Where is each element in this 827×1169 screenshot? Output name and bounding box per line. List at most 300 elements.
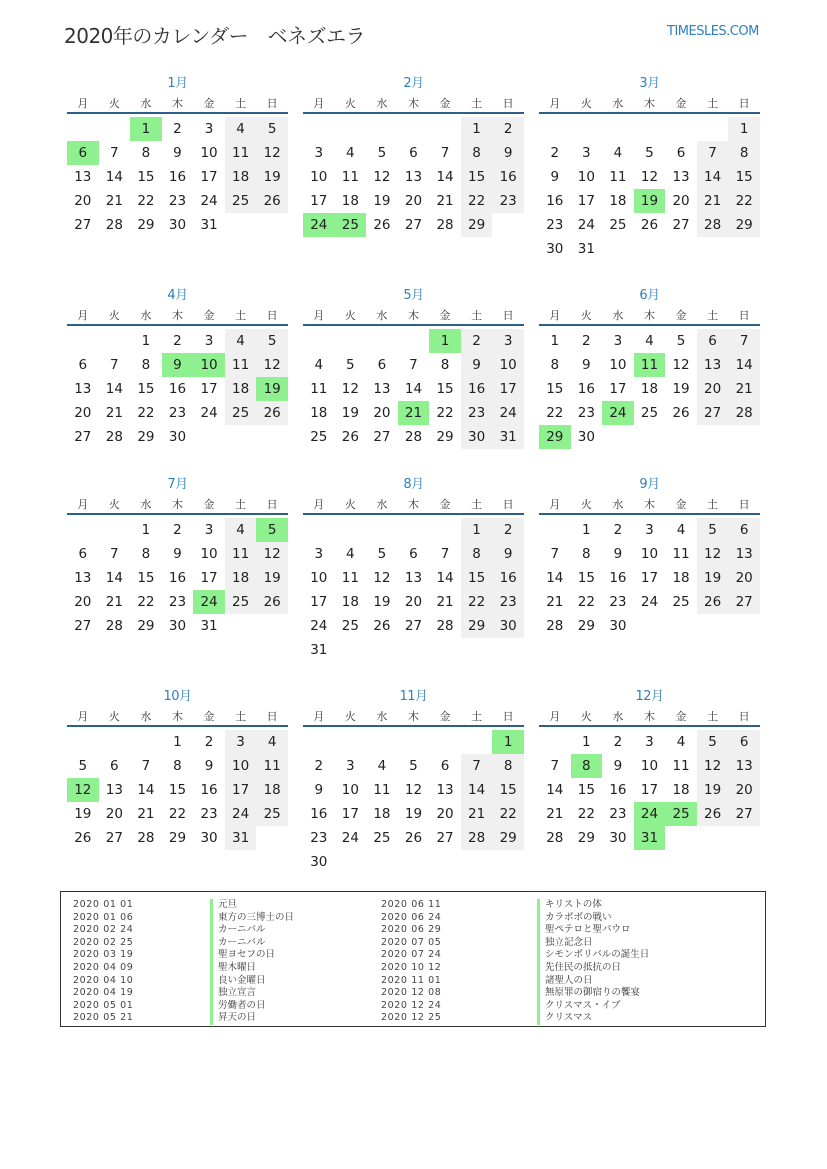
day-cell[interactable]: 20 [728, 566, 760, 590]
day-cell[interactable]: 5 [697, 518, 729, 542]
day-cell[interactable]: 12 [697, 754, 729, 778]
day-cell[interactable]: 13 [74, 381, 92, 397]
day-cell[interactable]: 28 [105, 217, 123, 233]
day-cell[interactable]: 10 [200, 145, 218, 161]
day-cell[interactable]: 4 [645, 333, 654, 349]
day-cell[interactable]: 10 [310, 169, 328, 185]
day-cell[interactable]: 5 [676, 333, 686, 349]
holiday-day-cell[interactable]: 19 [634, 189, 666, 213]
day-cell[interactable]: 13 [74, 570, 92, 586]
day-cell[interactable]: 29 [137, 217, 155, 233]
day-cell[interactable]: 28 [105, 429, 123, 445]
day-cell[interactable]: 13 [404, 570, 423, 586]
day-cell[interactable]: 17 [200, 570, 218, 586]
day-cell[interactable]: 14 [105, 381, 123, 397]
day-cell[interactable]: 14 [436, 570, 454, 586]
day-cell[interactable]: 4 [256, 730, 288, 754]
day-cell[interactable]: 11 [373, 782, 391, 798]
day-cell[interactable]: 23 [200, 806, 218, 822]
day-cell[interactable]: 3 [645, 734, 654, 750]
day-cell[interactable]: 10 [640, 758, 659, 774]
day-cell[interactable]: 6 [728, 518, 760, 542]
day-cell[interactable]: 25 [373, 830, 391, 846]
day-cell[interactable]: 1 [461, 518, 493, 542]
day-cell[interactable]: 9 [173, 145, 182, 161]
day-cell[interactable]: 13 [672, 169, 690, 185]
day-cell[interactable]: 6 [676, 145, 686, 161]
day-cell[interactable]: 1 [582, 522, 591, 538]
day-cell[interactable]: 8 [440, 357, 450, 373]
day-cell[interactable]: 30 [200, 830, 218, 846]
holiday-day-cell[interactable]: 21 [398, 401, 430, 425]
day-cell[interactable]: 23 [168, 193, 187, 209]
day-cell[interactable]: 18 [373, 806, 391, 822]
day-cell[interactable]: 8 [550, 357, 560, 373]
day-cell[interactable]: 30 [461, 425, 493, 449]
day-cell[interactable]: 7 [440, 546, 450, 562]
day-cell[interactable]: 1 [173, 734, 182, 750]
day-cell[interactable]: 28 [404, 429, 423, 445]
day-cell[interactable]: 4 [346, 145, 355, 161]
day-cell[interactable]: 4 [676, 522, 686, 538]
day-cell[interactable]: 2 [492, 117, 524, 141]
day-cell[interactable]: 23 [546, 217, 564, 233]
day-cell[interactable]: 3 [613, 333, 623, 349]
day-cell[interactable]: 22 [461, 590, 493, 614]
day-cell[interactable]: 22 [137, 405, 155, 421]
day-cell[interactable]: 10 [640, 546, 659, 562]
day-cell[interactable]: 25 [310, 429, 328, 445]
day-cell[interactable]: 9 [582, 357, 591, 373]
day-cell[interactable]: 21 [546, 806, 564, 822]
day-cell[interactable]: 27 [404, 618, 423, 634]
day-cell[interactable]: 29 [728, 213, 760, 237]
day-cell[interactable]: 21 [728, 377, 760, 401]
day-cell[interactable]: 13 [74, 169, 92, 185]
day-cell[interactable]: 23 [492, 590, 524, 614]
day-cell[interactable]: 14 [546, 570, 564, 586]
day-cell[interactable]: 23 [609, 806, 627, 822]
day-cell[interactable]: 4 [346, 546, 355, 562]
day-cell[interactable]: 5 [377, 145, 387, 161]
day-cell[interactable]: 18 [341, 193, 359, 209]
day-cell[interactable]: 11 [256, 754, 288, 778]
day-cell[interactable]: 5 [697, 730, 729, 754]
day-cell[interactable]: 7 [697, 141, 729, 165]
holiday-day-cell[interactable]: 1 [429, 329, 461, 353]
day-cell[interactable]: 13 [436, 782, 454, 798]
day-cell[interactable]: 30 [577, 429, 595, 445]
day-cell[interactable]: 1 [461, 117, 493, 141]
day-cell[interactable]: 13 [105, 782, 123, 798]
day-cell[interactable]: 28 [436, 217, 454, 233]
day-cell[interactable]: 23 [609, 594, 627, 610]
day-cell[interactable]: 29 [137, 429, 155, 445]
day-cell[interactable]: 30 [310, 854, 328, 870]
day-cell[interactable]: 2 [492, 518, 524, 542]
day-cell[interactable]: 20 [672, 193, 690, 209]
holiday-day-cell[interactable]: 8 [571, 754, 603, 778]
day-cell[interactable]: 13 [404, 169, 423, 185]
day-cell[interactable]: 19 [697, 778, 729, 802]
day-cell[interactable]: 16 [168, 570, 187, 586]
day-cell[interactable]: 11 [672, 546, 690, 562]
day-cell[interactable]: 27 [672, 217, 690, 233]
day-cell[interactable]: 23 [168, 594, 187, 610]
day-cell[interactable]: 15 [577, 782, 595, 798]
day-cell[interactable]: 16 [492, 165, 524, 189]
day-cell[interactable]: 9 [461, 353, 493, 377]
day-cell[interactable]: 5 [377, 546, 387, 562]
day-cell[interactable]: 29 [492, 826, 524, 850]
day-cell[interactable]: 25 [609, 217, 627, 233]
day-cell[interactable]: 3 [645, 522, 654, 538]
day-cell[interactable]: 27 [697, 401, 729, 425]
holiday-day-cell[interactable]: 24 [602, 401, 634, 425]
holiday-day-cell[interactable]: 24 [634, 802, 666, 826]
day-cell[interactable]: 24 [577, 217, 595, 233]
day-cell[interactable]: 4 [225, 117, 257, 141]
day-cell[interactable]: 6 [78, 357, 88, 373]
day-cell[interactable]: 26 [672, 405, 690, 421]
day-cell[interactable]: 6 [377, 357, 387, 373]
day-cell[interactable]: 28 [697, 213, 729, 237]
day-cell[interactable]: 29 [577, 830, 595, 846]
day-cell[interactable]: 22 [461, 189, 493, 213]
day-cell[interactable]: 9 [492, 542, 524, 566]
day-cell[interactable]: 5 [256, 329, 288, 353]
day-cell[interactable]: 1 [728, 117, 760, 141]
day-cell[interactable]: 14 [728, 353, 760, 377]
day-cell[interactable]: 18 [672, 782, 690, 798]
day-cell[interactable]: 1 [141, 522, 151, 538]
day-cell[interactable]: 5 [78, 758, 88, 774]
day-cell[interactable]: 27 [105, 830, 123, 846]
day-cell[interactable]: 4 [377, 758, 387, 774]
holiday-day-cell[interactable]: 19 [256, 377, 288, 401]
day-cell[interactable]: 19 [341, 405, 359, 421]
day-cell[interactable]: 12 [341, 381, 359, 397]
day-cell[interactable]: 28 [546, 830, 564, 846]
day-cell[interactable]: 16 [310, 806, 328, 822]
day-cell[interactable]: 26 [256, 189, 288, 213]
day-cell[interactable]: 31 [200, 618, 218, 634]
day-cell[interactable]: 27 [74, 217, 92, 233]
day-cell[interactable]: 10 [492, 353, 524, 377]
day-cell[interactable]: 5 [346, 357, 355, 373]
day-cell[interactable]: 6 [409, 546, 418, 562]
holiday-day-cell[interactable]: 25 [665, 802, 697, 826]
day-cell[interactable]: 18 [341, 594, 359, 610]
day-cell[interactable]: 28 [461, 826, 493, 850]
holiday-day-cell[interactable]: 6 [67, 141, 99, 165]
day-cell[interactable]: 20 [105, 806, 123, 822]
day-cell[interactable]: 8 [141, 145, 151, 161]
holiday-day-cell[interactable]: 31 [634, 826, 666, 850]
holiday-day-cell[interactable]: 25 [335, 213, 367, 237]
day-cell[interactable]: 7 [728, 329, 760, 353]
day-cell[interactable]: 12 [373, 570, 391, 586]
day-cell[interactable]: 23 [492, 189, 524, 213]
day-cell[interactable]: 21 [105, 405, 123, 421]
day-cell[interactable]: 25 [672, 594, 690, 610]
day-cell[interactable]: 18 [225, 566, 257, 590]
day-cell[interactable]: 17 [310, 594, 328, 610]
day-cell[interactable]: 25 [341, 618, 359, 634]
day-cell[interactable]: 30 [168, 217, 187, 233]
day-cell[interactable]: 22 [168, 806, 187, 822]
day-cell[interactable]: 6 [440, 758, 450, 774]
day-cell[interactable]: 11 [225, 141, 257, 165]
day-cell[interactable]: 23 [461, 401, 493, 425]
day-cell[interactable]: 11 [672, 758, 690, 774]
day-cell[interactable]: 6 [697, 329, 729, 353]
day-cell[interactable]: 9 [314, 782, 324, 798]
day-cell[interactable]: 31 [310, 642, 328, 658]
day-cell[interactable]: 10 [577, 169, 595, 185]
day-cell[interactable]: 15 [436, 381, 454, 397]
day-cell[interactable]: 27 [74, 429, 92, 445]
day-cell[interactable]: 9 [613, 758, 623, 774]
day-cell[interactable]: 3 [346, 758, 355, 774]
day-cell[interactable]: 7 [110, 145, 119, 161]
day-cell[interactable]: 2 [204, 734, 214, 750]
day-cell[interactable]: 24 [200, 405, 218, 421]
holiday-day-cell[interactable]: 11 [634, 353, 666, 377]
day-cell[interactable]: 18 [225, 165, 257, 189]
site-link[interactable]: TIMESLES.COM [667, 24, 759, 39]
day-cell[interactable]: 2 [173, 333, 182, 349]
day-cell[interactable]: 19 [373, 193, 391, 209]
holiday-day-cell[interactable]: 29 [539, 425, 571, 449]
day-cell[interactable]: 7 [440, 145, 450, 161]
day-cell[interactable]: 15 [461, 566, 493, 590]
day-cell[interactable]: 7 [550, 758, 560, 774]
day-cell[interactable]: 13 [373, 381, 391, 397]
day-cell[interactable]: 8 [173, 758, 182, 774]
day-cell[interactable]: 22 [546, 405, 564, 421]
day-cell[interactable]: 3 [204, 522, 214, 538]
day-cell[interactable]: 30 [168, 429, 187, 445]
day-cell[interactable]: 12 [404, 782, 423, 798]
day-cell[interactable]: 14 [404, 381, 423, 397]
day-cell[interactable]: 5 [256, 117, 288, 141]
day-cell[interactable]: 23 [168, 405, 187, 421]
day-cell[interactable]: 21 [105, 594, 123, 610]
day-cell[interactable]: 25 [225, 590, 257, 614]
day-cell[interactable]: 21 [546, 594, 564, 610]
day-cell[interactable]: 18 [256, 778, 288, 802]
day-cell[interactable]: 26 [640, 217, 659, 233]
day-cell[interactable]: 12 [672, 357, 690, 373]
day-cell[interactable]: 29 [168, 830, 187, 846]
day-cell[interactable]: 26 [373, 217, 391, 233]
day-cell[interactable]: 27 [373, 429, 391, 445]
day-cell[interactable]: 17 [640, 782, 659, 798]
day-cell[interactable]: 14 [436, 169, 454, 185]
day-cell[interactable]: 7 [141, 758, 151, 774]
day-cell[interactable]: 12 [373, 169, 391, 185]
day-cell[interactable]: 16 [168, 169, 187, 185]
day-cell[interactable]: 28 [105, 618, 123, 634]
day-cell[interactable]: 27 [728, 590, 760, 614]
day-cell[interactable]: 20 [404, 594, 423, 610]
day-cell[interactable]: 31 [577, 241, 595, 257]
day-cell[interactable]: 14 [461, 778, 493, 802]
day-cell[interactable]: 16 [168, 381, 187, 397]
day-cell[interactable]: 25 [640, 405, 659, 421]
day-cell[interactable]: 27 [74, 618, 92, 634]
day-cell[interactable]: 4 [676, 734, 686, 750]
day-cell[interactable]: 11 [609, 169, 627, 185]
day-cell[interactable]: 22 [137, 594, 155, 610]
day-cell[interactable]: 11 [341, 570, 359, 586]
day-cell[interactable]: 18 [672, 570, 690, 586]
holiday-day-cell[interactable]: 9 [162, 353, 194, 377]
day-cell[interactable]: 3 [204, 121, 214, 137]
day-cell[interactable]: 24 [492, 401, 524, 425]
day-cell[interactable]: 25 [256, 802, 288, 826]
day-cell[interactable]: 30 [492, 614, 524, 638]
day-cell[interactable]: 20 [436, 806, 454, 822]
day-cell[interactable]: 22 [577, 594, 595, 610]
day-cell[interactable]: 10 [609, 357, 627, 373]
day-cell[interactable]: 16 [461, 377, 493, 401]
day-cell[interactable]: 13 [728, 754, 760, 778]
day-cell[interactable]: 8 [728, 141, 760, 165]
day-cell[interactable]: 19 [256, 566, 288, 590]
day-cell[interactable]: 3 [492, 329, 524, 353]
day-cell[interactable]: 26 [697, 802, 729, 826]
day-cell[interactable]: 20 [74, 594, 92, 610]
day-cell[interactable]: 21 [436, 193, 454, 209]
day-cell[interactable]: 3 [225, 730, 257, 754]
day-cell[interactable]: 5 [645, 145, 654, 161]
day-cell[interactable]: 6 [78, 546, 88, 562]
day-cell[interactable]: 21 [697, 189, 729, 213]
day-cell[interactable]: 9 [492, 141, 524, 165]
day-cell[interactable]: 16 [609, 570, 627, 586]
day-cell[interactable]: 18 [609, 193, 627, 209]
day-cell[interactable]: 12 [256, 542, 288, 566]
day-cell[interactable]: 24 [225, 802, 257, 826]
day-cell[interactable]: 31 [492, 425, 524, 449]
day-cell[interactable]: 26 [373, 618, 391, 634]
day-cell[interactable]: 15 [137, 381, 155, 397]
day-cell[interactable]: 1 [550, 333, 560, 349]
day-cell[interactable]: 10 [225, 754, 257, 778]
day-cell[interactable]: 22 [728, 189, 760, 213]
day-cell[interactable]: 12 [256, 141, 288, 165]
day-cell[interactable]: 15 [137, 169, 155, 185]
day-cell[interactable]: 31 [225, 826, 257, 850]
day-cell[interactable]: 17 [200, 381, 218, 397]
day-cell[interactable]: 9 [204, 758, 214, 774]
day-cell[interactable]: 27 [404, 217, 423, 233]
day-cell[interactable]: 24 [640, 594, 659, 610]
day-cell[interactable]: 22 [577, 806, 595, 822]
day-cell[interactable]: 27 [728, 802, 760, 826]
day-cell[interactable]: 19 [697, 566, 729, 590]
day-cell[interactable]: 4 [314, 357, 324, 373]
day-cell[interactable]: 20 [728, 778, 760, 802]
day-cell[interactable]: 28 [546, 618, 564, 634]
day-cell[interactable]: 30 [168, 618, 187, 634]
day-cell[interactable]: 23 [310, 830, 328, 846]
day-cell[interactable]: 15 [137, 570, 155, 586]
day-cell[interactable]: 29 [577, 618, 595, 634]
day-cell[interactable]: 17 [492, 377, 524, 401]
day-cell[interactable]: 21 [461, 802, 493, 826]
day-cell[interactable]: 15 [168, 782, 187, 798]
day-cell[interactable]: 26 [341, 429, 359, 445]
day-cell[interactable]: 2 [461, 329, 493, 353]
day-cell[interactable]: 18 [640, 381, 659, 397]
day-cell[interactable]: 9 [613, 546, 623, 562]
holiday-day-cell[interactable]: 24 [303, 213, 335, 237]
day-cell[interactable]: 1 [141, 333, 151, 349]
holiday-day-cell[interactable]: 10 [193, 353, 225, 377]
holiday-day-cell[interactable]: 12 [67, 778, 99, 802]
day-cell[interactable]: 29 [461, 213, 493, 237]
day-cell[interactable]: 7 [110, 546, 119, 562]
day-cell[interactable]: 21 [105, 193, 123, 209]
day-cell[interactable]: 11 [225, 353, 257, 377]
day-cell[interactable]: 31 [200, 217, 218, 233]
day-cell[interactable]: 11 [341, 169, 359, 185]
day-cell[interactable]: 8 [461, 141, 493, 165]
day-cell[interactable]: 20 [74, 405, 92, 421]
day-cell[interactable]: 16 [200, 782, 218, 798]
day-cell[interactable]: 30 [609, 618, 627, 634]
day-cell[interactable]: 24 [200, 193, 218, 209]
day-cell[interactable]: 20 [74, 193, 92, 209]
day-cell[interactable]: 7 [550, 546, 560, 562]
day-cell[interactable]: 3 [582, 145, 591, 161]
day-cell[interactable]: 26 [697, 590, 729, 614]
day-cell[interactable]: 16 [492, 566, 524, 590]
day-cell[interactable]: 19 [404, 806, 423, 822]
day-cell[interactable]: 29 [461, 614, 493, 638]
day-cell[interactable]: 14 [697, 165, 729, 189]
day-cell[interactable]: 14 [105, 570, 123, 586]
day-cell[interactable]: 11 [225, 542, 257, 566]
day-cell[interactable]: 10 [200, 546, 218, 562]
day-cell[interactable]: 7 [461, 754, 493, 778]
day-cell[interactable]: 6 [409, 145, 418, 161]
day-cell[interactable]: 5 [409, 758, 418, 774]
day-cell[interactable]: 22 [436, 405, 454, 421]
day-cell[interactable]: 19 [256, 165, 288, 189]
day-cell[interactable]: 28 [137, 830, 155, 846]
day-cell[interactable]: 4 [225, 329, 257, 353]
day-cell[interactable]: 2 [582, 333, 591, 349]
day-cell[interactable]: 28 [436, 618, 454, 634]
day-cell[interactable]: 19 [373, 594, 391, 610]
day-cell[interactable]: 4 [225, 518, 257, 542]
day-cell[interactable]: 11 [310, 381, 328, 397]
day-cell[interactable]: 15 [577, 570, 595, 586]
day-cell[interactable]: 14 [137, 782, 155, 798]
day-cell[interactable]: 20 [373, 405, 391, 421]
day-cell[interactable]: 3 [204, 333, 214, 349]
day-cell[interactable]: 17 [310, 193, 328, 209]
day-cell[interactable]: 20 [404, 193, 423, 209]
day-cell[interactable]: 13 [697, 353, 729, 377]
holiday-day-cell[interactable]: 5 [256, 518, 288, 542]
day-cell[interactable]: 15 [492, 778, 524, 802]
day-cell[interactable]: 8 [582, 546, 591, 562]
